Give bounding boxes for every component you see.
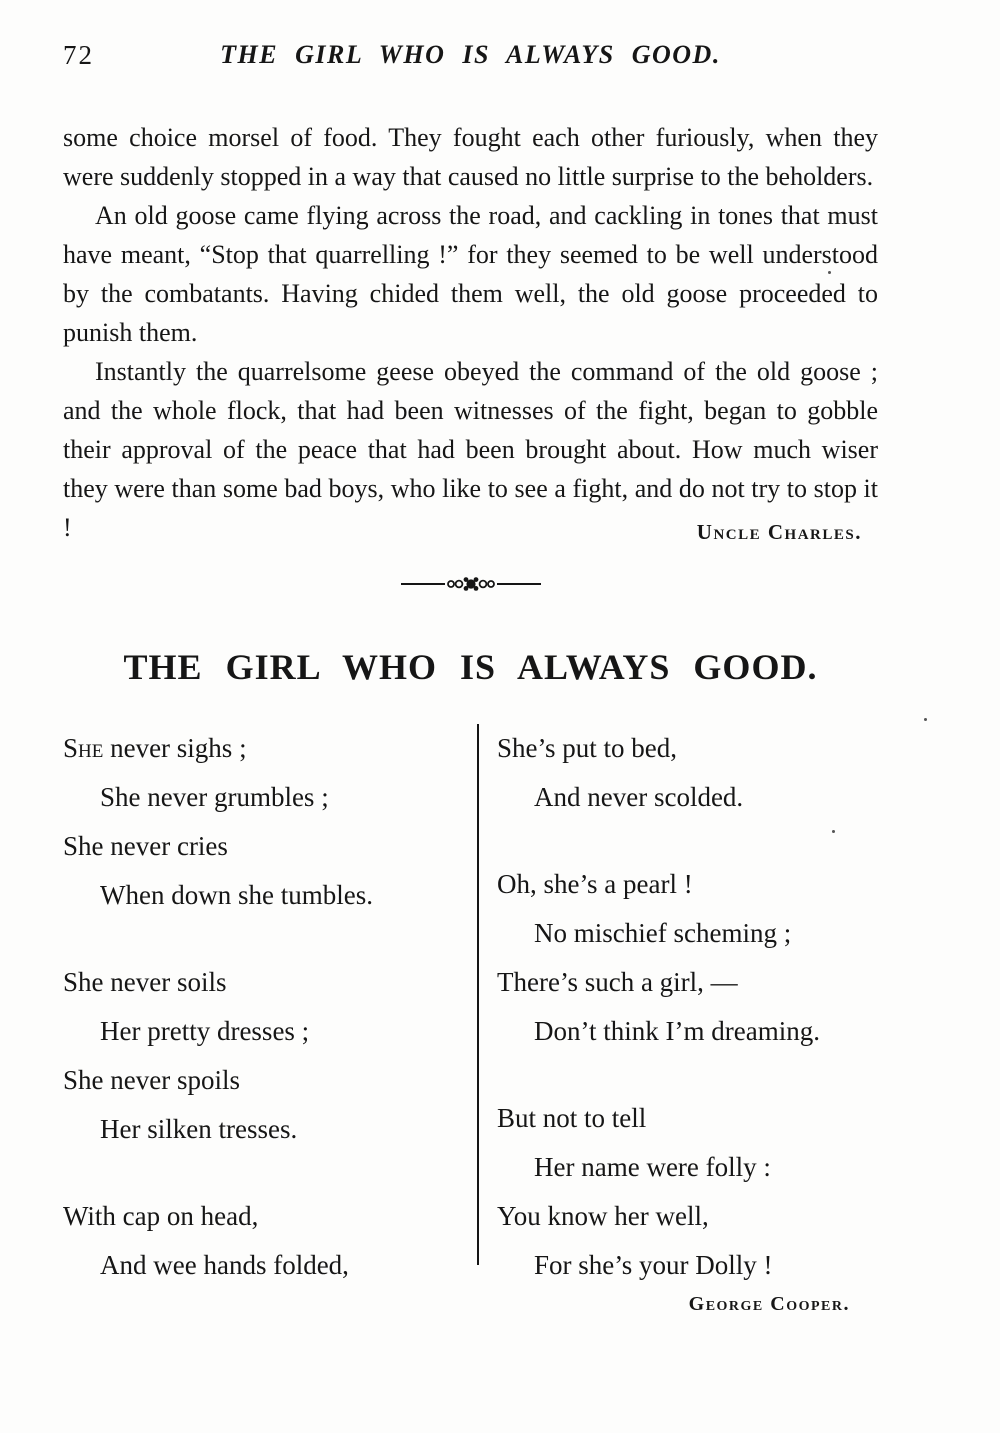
poem-title: THE GIRL WHO IS ALWAYS GOOD.	[123, 647, 818, 687]
poem-line: She never soils	[63, 967, 227, 997]
poem-section	[63, 724, 878, 1317]
running-header-title: THE GIRL WHO IS ALWAYS GOOD.	[220, 40, 721, 69]
scan-speck	[828, 271, 831, 274]
prose-paragraph-3: Instantly the quarrelsome geese obeyed the command of the old goose ; and the whole flock, that had been witnesses of the fight, began to gobble their approval of the peace that had been brought about. How much wiser they were than some bad boys, who like to see a fight, and do not try to stop it !	[63, 357, 878, 542]
poem-line: You know her well,	[497, 1201, 709, 1231]
prose-author-signature: Uncle Charles.	[696, 520, 862, 544]
poem-right-column	[479, 724, 878, 1317]
poem-line: And wee hands folded,	[100, 1250, 349, 1280]
poem-author-signature: George Cooper.	[688, 1293, 850, 1315]
poem-line: No mischief scheming ;	[534, 918, 792, 948]
poem-line: Oh, she’s a pearl !	[497, 869, 693, 899]
poem-line: With cap on head,	[63, 1201, 259, 1231]
running-head	[63, 0, 878, 74]
poem-line: Her name were folly :	[534, 1152, 771, 1182]
poem-lead-word: She	[63, 733, 104, 763]
scan-speck	[924, 718, 927, 721]
poem-line: When down she tumbles.	[100, 880, 373, 910]
poem-line: For she’s your Dolly !	[534, 1250, 773, 1280]
poem-line: She never grumbles ;	[100, 782, 329, 812]
poem-line: She’s put to bed,	[497, 733, 677, 763]
scan-speck	[832, 830, 835, 833]
section-divider	[63, 576, 878, 592]
poem-line	[63, 724, 477, 773]
poem-line: Don’t think I’m dreaming.	[534, 1016, 820, 1046]
poem-line: She never cries	[63, 831, 228, 861]
prose-paragraph-2: An old goose came flying across the road, and cackling in tones that must have meant, “Stop that quarrelling !” for they seemed to be well understood by the combatants. Having chided them well, the old goose proceeded to punish them.	[63, 201, 878, 347]
poem-line: And never scolded.	[534, 782, 744, 812]
poem-line: There’s such a girl, —	[497, 967, 738, 997]
poem-line: Her pretty dresses ;	[100, 1016, 310, 1046]
poem-left-column	[63, 724, 477, 1317]
poem-line-text: never sighs ;	[103, 733, 247, 763]
prose-paragraph-1: some choice morsel of food. They fought each other furiously, when they were suddenly stopped in a way that caused no little surprise to the beholders.	[63, 123, 878, 191]
poem-line: But not to tell	[497, 1103, 647, 1133]
poem-line: Her silken tresses.	[100, 1114, 298, 1144]
prose-section	[63, 118, 878, 552]
page-number: 72	[63, 40, 94, 70]
page-content	[63, 0, 878, 1317]
divider-ornament-icon	[401, 576, 541, 592]
poem-line: She never spoils	[63, 1065, 240, 1095]
